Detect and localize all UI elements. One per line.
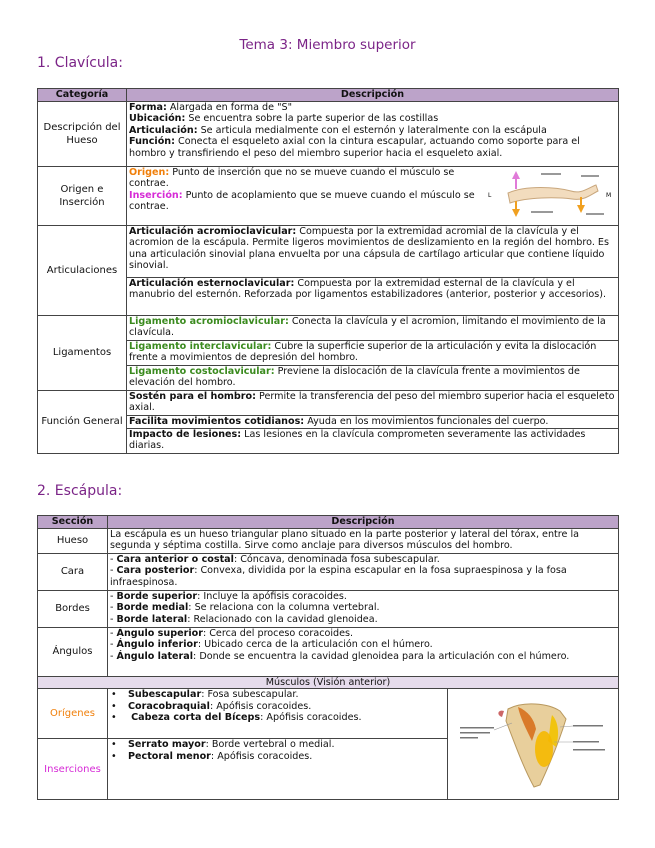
field-text: Se articula medialmente con el esternón y lateralmente con la escápula — [197, 124, 547, 136]
field-text: : Apófisis coracoides. — [260, 712, 362, 724]
field-label: Subescapular — [128, 689, 202, 701]
ligamento-label: Ligamento interclavicular: — [129, 340, 272, 352]
field-text: : Donde se encuentra la cavidad glenoidea para la articulación con el húmero. — [193, 650, 570, 662]
row-description: - Ángulo superior: Cerca del proceso coracoides. - Ángulo inferior: Ubicado cerca de la articulación con el húmero. - Ángulo lateral: Donde se encuentra la cavidad glenoidea para la articulación con el húmero. — [108, 627, 619, 676]
field-label: Forma: — [129, 101, 167, 113]
field-label: Articulación esternoclavicular: — [129, 277, 295, 289]
list-item — [128, 689, 445, 701]
field-label: Serrato mayor — [128, 739, 206, 751]
field-text: : Incluye la apófisis coracoides. — [197, 590, 347, 602]
table-header-row — [38, 516, 619, 529]
field-text: Previene la dislocación de la clavícula frente a movimientos de elevación del hombro. — [129, 365, 580, 389]
label-lateral: L — [488, 191, 492, 199]
table-row — [38, 528, 619, 553]
field-text: : Se relaciona con la columna vertebral. — [188, 602, 380, 614]
row-category: Función General — [38, 390, 127, 453]
ligamento-label: Ligamento acromioclavicular: — [129, 315, 289, 327]
section-heading-escapula: 2. Escápula: — [37, 483, 123, 499]
field-text: Compuesta por la extremidad esternal de la clavícula y el manubrio del esternón. Reforzada por ligamentos estabilizadores (anterior, posterior y accesorios). — [129, 277, 607, 301]
table-row — [38, 590, 619, 627]
list-item — [128, 701, 445, 713]
field-text: : Borde vertebral o medial. — [205, 739, 335, 751]
field-label: Coracobraquial — [128, 700, 210, 712]
field-text: : Relacionado con la cavidad glenoidea. — [187, 613, 378, 625]
row-description — [127, 315, 619, 340]
field-label: Articulación acromioclavicular: — [129, 225, 297, 237]
table-row — [38, 689, 619, 739]
row-description: La escápula es un hueso triangular plano situado en la parte posterior y lateral del tórax, entre la segunda y séptima costilla. Sirve como anclaje para diversos músculos del hombro. — [108, 528, 619, 553]
row-category-inserciones: Inserciones — [38, 739, 108, 799]
row-description: - Borde superior: Incluye la apófisis coracoides. - Borde medial: Se relaciona con la columna vertebral. - Borde lateral: Relacionado con la cavidad glenoidea. — [108, 590, 619, 627]
origen-label: Origen: — [129, 166, 170, 178]
field-text: : Apófisis coracoides. — [210, 750, 313, 762]
row-description — [127, 365, 619, 390]
field-label: Ángulo superior — [116, 627, 203, 639]
field-text: Conecta la clavícula y el acromion, limitando el movimiento de la clavícula. — [129, 315, 606, 339]
musculos-subheader: Músculos (Visión anterior) — [38, 676, 619, 689]
header-descripcion: Descripción — [127, 89, 619, 102]
table-row — [38, 166, 619, 225]
row-description — [108, 739, 448, 799]
field-label: Ángulo lateral — [116, 650, 194, 662]
field-text: Punto de acoplamiento que se mueve cuando el músculo se contrae. — [129, 189, 475, 213]
row-description — [127, 428, 619, 453]
field-text: : Convexa, dividida por la espina escapular en la fosa supraespinosa y la fosa infraespinosa. — [110, 565, 567, 588]
row-category: Cara — [38, 553, 108, 590]
header-seccion: Sección — [38, 516, 108, 529]
field-label: Cabeza corta del Bíceps — [131, 712, 261, 724]
list-item — [128, 751, 445, 763]
list-item — [128, 739, 445, 751]
clavicle-diagram — [486, 167, 616, 223]
label-medial: M — [606, 191, 612, 199]
field-text: Permite la transferencia del peso del miembro superior hacia el esqueleto axial. — [129, 390, 615, 414]
field-text: Ayuda en los movimientos funcionales del cuerpo. — [304, 415, 549, 427]
header-categoria: Categoría — [38, 89, 127, 102]
row-description — [127, 277, 619, 315]
row-description — [127, 166, 619, 225]
field-text: Punto de inserción que no se mueve cuando el músculo se contrae. — [129, 166, 455, 190]
page-title: Tema 3: Miembro superior — [239, 37, 416, 53]
field-label: Borde lateral — [116, 613, 188, 625]
table-row — [38, 553, 619, 590]
field-text: : Apófisis coracoides. — [209, 700, 312, 712]
field-text: Cubre la superficie superior de la articulación y evita la dislocación frente a movimientos de depresión del hombro. — [129, 340, 597, 364]
field-label: Facilita movimientos cotidianos: — [129, 415, 305, 427]
table-header-row — [38, 89, 619, 102]
row-category-origenes: Orígenes — [38, 689, 108, 739]
field-label: Borde medial — [116, 602, 189, 614]
table-row — [38, 315, 619, 340]
row-description: - Cara anterior o costal: Cóncava, denominada fosa subescapular. - Cara posterior: Convexa, dividida por la espina escapular en la fosa supraespinosa y la fosa infraespinosa. — [108, 553, 619, 590]
table-row — [38, 627, 619, 676]
row-category: Origen e Inserción — [38, 166, 127, 225]
table-row — [38, 390, 619, 415]
field-label: Sostén para el hombro: — [129, 390, 256, 402]
field-text: Las lesiones en la clavícula comprometen severamente las actividades diarias. — [129, 428, 586, 452]
field-label: Ángulo inferior — [116, 639, 198, 651]
scapula-image-cell — [448, 689, 619, 800]
field-text: : Ubicado cerca de la articulación con el húmero. — [197, 639, 433, 651]
table-row — [38, 101, 619, 166]
row-category: Ligamentos — [38, 315, 127, 390]
musculos-subheader-row — [38, 676, 619, 689]
ligamento-label: Ligamento costoclavicular: — [129, 365, 275, 377]
row-description — [127, 415, 619, 428]
field-text: Conecta el esqueleto axial con la cintura escapular, actuando como soporte para el hombro y transfiriendo el peso del miembro superior hacia el esqueleto axial. — [129, 136, 580, 159]
field-label: Función: — [129, 136, 175, 148]
field-text: : Fosa subescapular. — [201, 689, 299, 701]
row-category: Hueso — [38, 528, 108, 553]
row-description — [127, 225, 619, 277]
row-description — [127, 101, 619, 166]
row-category: Ángulos — [38, 627, 108, 676]
field-label: Articulación: — [129, 124, 198, 136]
table-row — [38, 225, 619, 277]
field-text: : Cerca del proceso coracoides. — [202, 627, 354, 639]
row-category: Bordes — [38, 590, 108, 627]
field-text: Alargada en forma de "S" — [166, 101, 293, 113]
field-label: Pectoral menor — [128, 750, 211, 762]
field-text: Se encuentra sobre la parte superior de las costillas — [185, 113, 439, 125]
field-label: Borde superior — [116, 590, 198, 602]
list-item — [128, 712, 445, 724]
scapula-diagram — [448, 689, 617, 795]
row-description — [127, 390, 619, 415]
field-label: Cara posterior — [116, 565, 195, 577]
field-label: Impacto de lesiones: — [129, 428, 242, 440]
clavicula-table — [37, 88, 619, 454]
section-heading-clavicula: 1. Clavícula: — [37, 55, 123, 71]
field-label: Cara anterior o costal — [116, 553, 234, 565]
row-description — [108, 689, 448, 739]
field-label: Ubicación: — [129, 113, 186, 125]
field-text: Compuesta por la extremidad acromial de la clavícula y el acromion de la escápula. Permite ligeros movimientos de deslizamiento en la región del hombro. Es una articulación sinovial plana envuelta por una cápsula de cartílago articular que contiene líquido sinovial. — [129, 225, 609, 272]
row-category: Articulaciones — [38, 225, 127, 315]
row-description — [127, 340, 619, 365]
row-category: Descripción del Hueso — [38, 101, 127, 166]
escapula-table — [37, 515, 619, 800]
header-descripcion: Descripción — [108, 516, 619, 529]
insercion-label: Inserción: — [129, 189, 183, 201]
field-text: : Cóncava, denominada fosa subescapular. — [233, 553, 440, 565]
